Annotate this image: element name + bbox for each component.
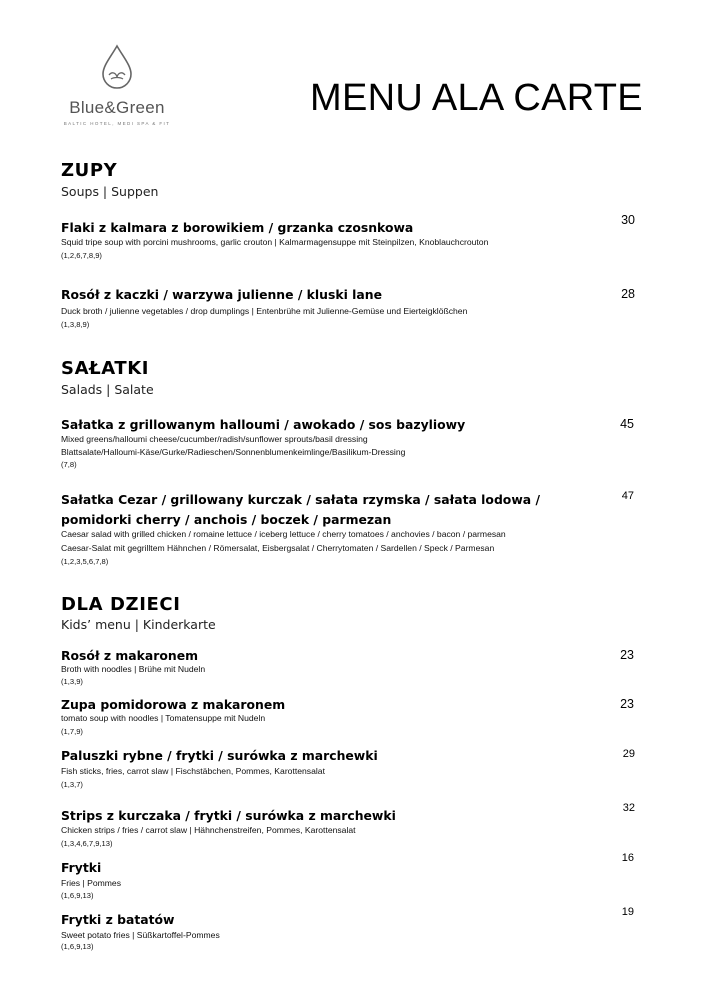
menu-item-allergens: (1,3,4,6,7,9,13): [61, 839, 113, 848]
menu-item-price: 47: [621, 490, 634, 502]
menu-item-price: 30: [621, 213, 635, 227]
menu-item-description: tomato soup with noodles | Tomatensuppe mit Nudeln: [61, 713, 266, 723]
menu-item-name: Rosół z makaronem: [61, 648, 199, 663]
menu-item-name: Frytki: [61, 860, 102, 875]
menu-item-allergens: (1,2,3,5,6,7,8): [61, 557, 109, 566]
menu-item-name: Frytki z batatów: [61, 912, 175, 927]
menu-item-allergens: (1,2,6,7,8,9): [61, 251, 102, 260]
section-heading-zupy: ZUPY: [61, 160, 118, 181]
menu-item-name: Flaki z kalmara z borowikiem / grzanka czosnkowa: [61, 220, 414, 235]
menu-item-description: Squid tripe soup with porcini mushrooms, garlic crouton | Kalmarmagensuppe mit Steinpilzen, Knoblauchcrouton: [61, 237, 489, 247]
menu-item-price: 28: [621, 287, 635, 301]
menu-item-description: Sweet potato fries | Süßkartoffel-Pommes: [61, 930, 220, 940]
menu-item-allergens: (1,3,8,9): [61, 320, 90, 329]
menu-item-name: Strips z kurczaka / frytki / surówka z marchewki: [61, 808, 396, 823]
menu-item-allergens: (1,3,9): [61, 677, 83, 686]
menu-item-description: Broth with noodles | Brühe mit Nudeln: [61, 664, 206, 674]
menu-item-description: Caesar salad with grilled chicken / romaine lettuce / iceberg lettuce / cherry tomatoes / anchovies / bacon / parmesan: [61, 529, 506, 539]
menu-item-name: Sałatka z grillowanym halloumi / awokado / sos bazyliowy: [61, 417, 466, 432]
section-subheading-dla-dzieci: Kids’ menu | Kinderkarte: [61, 617, 216, 632]
menu-item-name: Sałatka Cezar / grillowany kurczak / sałata rzymska / sałata lodowa /: [61, 492, 540, 507]
menu-item-description: Fries | Pommes: [61, 878, 122, 888]
section-heading-salatki: SAŁATKI: [61, 358, 150, 379]
menu-item-description: Mixed greens/halloumi cheese/cucumber/radish/sunflower sprouts/basil dressing: [61, 434, 368, 444]
logo-name: Blue&Green: [69, 98, 165, 117]
menu-item-name: Zupa pomidorowa z makaronem: [61, 697, 286, 712]
page-title: MENU ALA CARTE: [310, 77, 643, 119]
menu-item-description: Fish sticks, fries, carrot slaw | Fischstäbchen, Pommes, Karottensalat: [61, 766, 325, 776]
menu-item-allergens: (1,3,7): [61, 780, 83, 789]
menu-item-price: 23: [620, 697, 634, 711]
menu-item-price: 45: [620, 417, 634, 431]
menu-item-name-cont: pomidorki cherry / anchois / boczek / parmezan: [61, 512, 392, 527]
menu-item-description: Duck broth / julienne vegetables / drop dumplings | Entenbrühe mit Julienne-Gemüse und Eierteigklößchen: [61, 306, 468, 316]
logo-tagline: BALTIC HOTEL, MEDI SPA & FIT: [63, 121, 171, 126]
menu-item-price: 19: [621, 906, 634, 918]
menu-item-price: 16: [621, 852, 634, 864]
menu-item-description: Caesar-Salat mit gegrilltem Hähnchen / Römersalat, Eisbergsalat / Cherrytomaten / Sardellen / Speck / Parmesan: [61, 543, 495, 553]
menu-item-allergens: (7,8): [61, 460, 77, 469]
water-drop-logo-icon: [100, 44, 134, 90]
menu-item-price: 29: [622, 748, 635, 760]
menu-item-name: Paluszki rybne / frytki / surówka z marchewki: [61, 748, 378, 763]
menu-item-allergens: (1,6,9,13): [61, 891, 94, 900]
menu-item-price: 23: [620, 648, 634, 662]
menu-item-price: 32: [622, 802, 635, 814]
menu-item-description: Blattsalate/Halloumi-Käse/Gurke/Radieschen/Sonnenblumenkeimlinge/Basilikum-Dressing: [61, 447, 406, 457]
menu-item-allergens: (1,7,9): [61, 727, 83, 736]
menu-item-name: Rosół z kaczki / warzywa julienne / kluski lane: [61, 287, 382, 302]
section-subheading-salatki: Salads | Salate: [61, 382, 154, 397]
section-subheading-zupy: Soups | Suppen: [61, 184, 159, 199]
hotel-logo: [52, 44, 182, 126]
menu-item-allergens: (1,6,9,13): [61, 942, 94, 951]
menu-item-description: Chicken strips / fries / carrot slaw | Hähnchenstreifen, Pommes, Karottensalat: [61, 825, 356, 835]
section-heading-dla-dzieci: DLA DZIECI: [61, 594, 181, 615]
